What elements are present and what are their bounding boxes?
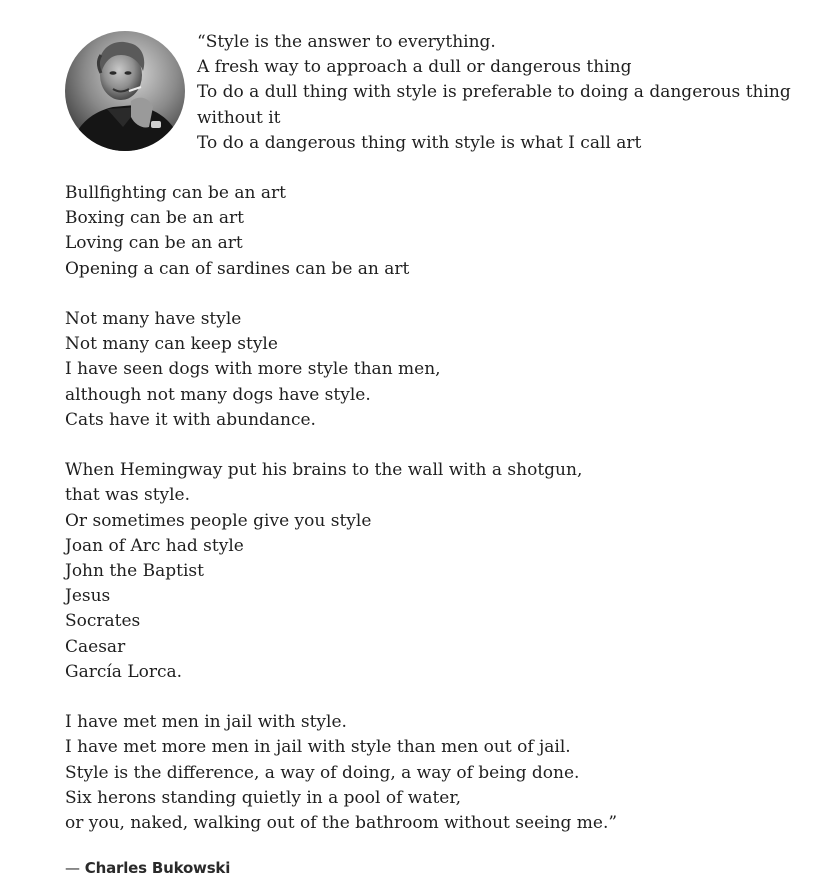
stanza-line: or you, naked, walking out of the bathroom without seeing me.” <box>65 813 618 834</box>
stanza-line: Not many can keep style <box>65 334 278 355</box>
stanza-line: John the Baptist <box>65 561 204 582</box>
attribution-dash: — <box>65 859 80 877</box>
author-name: Charles Bukowski <box>84 859 231 877</box>
stanza-line: Caesar <box>65 636 126 657</box>
stanza-line: Cats have it with abundance. <box>65 409 316 430</box>
stanza <box>65 307 785 433</box>
author-avatar <box>65 31 185 151</box>
quote-body <box>65 181 785 861</box>
stanza-line: Joan of Arc had style <box>65 535 244 556</box>
stanza-line: Socrates <box>65 611 141 632</box>
stanza-line: Boxing can be an art <box>65 208 244 229</box>
stanza-line: Style is the difference, a way of doing, a way of being done. <box>65 762 580 783</box>
stanza-line: Bullfighting can be an art <box>65 183 286 203</box>
stanza-line: I have met more men in jail with style than men out of jail. <box>65 737 571 758</box>
author-portrait-photo <box>65 31 185 151</box>
stanza-line: Six herons standing quietly in a pool of water, <box>65 787 462 808</box>
intro-line: “Style is the answer to everything. <box>197 32 496 52</box>
stanza <box>65 181 785 282</box>
intro-line: To do a dull thing with style is preferable to doing a dangerous thing <box>197 82 791 103</box>
stanza <box>65 710 785 836</box>
stanza-line: When Hemingway put his brains to the wall with a shotgun, <box>65 460 583 481</box>
intro-line: A fresh way to approach a dull or dangerous thing <box>197 57 632 78</box>
quote-attribution <box>65 858 230 878</box>
intro-line: To do a dangerous thing with style is what I call art <box>197 132 642 153</box>
stanza-line: Not many have style <box>65 309 242 329</box>
stanza-line: Opening a can of sardines can be an art <box>65 258 410 279</box>
stanza-line: Loving can be an art <box>65 233 243 254</box>
stanza-line: I have seen dogs with more style than men, <box>65 359 441 380</box>
quote-intro <box>197 30 797 156</box>
stanza-line: I have met men in jail with style. <box>65 712 347 733</box>
stanza <box>65 458 785 685</box>
stanza-line: although not many dogs have style. <box>65 384 371 405</box>
stanza-line: that was style. <box>65 485 191 506</box>
stanza-line: Or sometimes people give you style <box>65 510 372 531</box>
intro-line: without it <box>197 107 281 128</box>
stanza-line: Jesus <box>65 586 111 607</box>
stanza-line: García Lorca. <box>65 661 183 682</box>
